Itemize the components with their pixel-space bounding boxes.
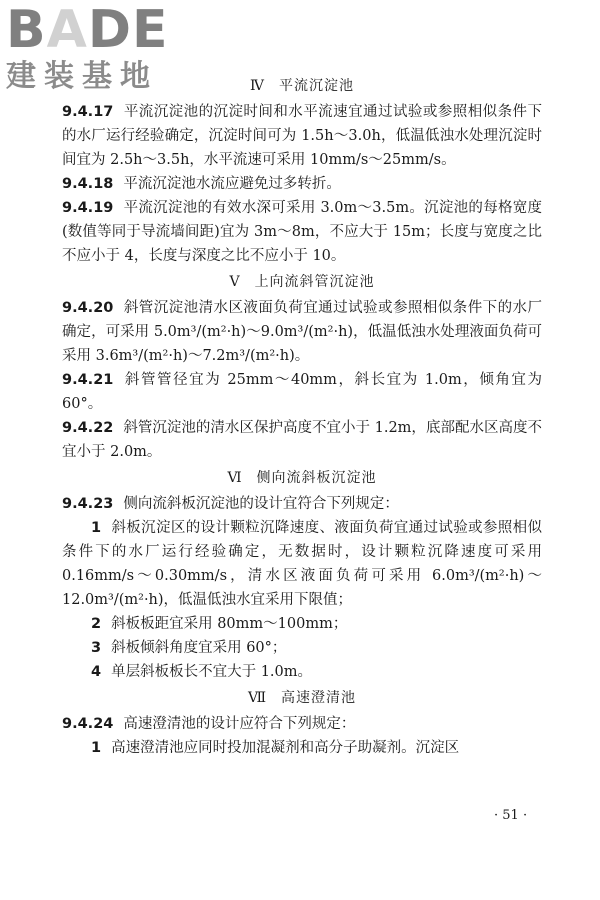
logo-wordmark: BADE: [6, 0, 169, 60]
clause-9-4-21: 9.4.21 斜管管径宜为 25mm～40mm，斜长宜为 1.0m，倾角宜为 60°。: [62, 372, 542, 412]
list-item: 2 斜板板距宜采用 80mm～100mm；: [91, 616, 348, 632]
clause-9-4-18: 9.4.18 平流沉淀池水流应避免过多转折。: [62, 176, 341, 192]
list-item: 1 斜板沉淀区的设计颗粒沉降速度、液面负荷宜通过试验或参照相似条件下的水厂运行经验确定，无数据时，设计颗粒沉降速度可采用 0.16mm/s～0.30mm/s，清水区液面负荷可采用 6.0m³/(m²·h)～12.0m³/(m²·h)，低温低浊水宜采用下限值；: [62, 520, 542, 608]
list-item: 3 斜板倾斜角度宜采用 60°；: [91, 640, 287, 656]
clause-9-4-22: 9.4.22 斜管沉淀池的清水区保护高度不宜小于 1.2m，底部配水区高度不宜小于 2.0m。: [62, 420, 542, 460]
clause-9-4-19: 9.4.19 平流沉淀池的有效水深可采用 3.0m～3.5m。沉淀池的每格宽度(数值等同于导流墙间距)宜为 3m～8m，不应大于 15m；长度与宽度之比不应小于 4，长度与深度之比不应小于 10。: [62, 200, 542, 264]
list-item: 1 高速澄清池应同时投加混凝剂和高分子助凝剂。沉淀区: [91, 740, 460, 756]
section-heading-4: Ⅳ 平流沉淀池: [250, 78, 354, 94]
page-number: · 51 ·: [494, 808, 528, 823]
section-heading-5: Ⅴ 上向流斜管沉淀池: [229, 274, 375, 290]
list-item: 4 单层斜板板长不宜大于 1.0m。: [91, 664, 313, 680]
section-heading-7: Ⅶ 高速澄清池: [247, 690, 357, 706]
section-heading-6: Ⅵ 侧向流斜板沉淀池: [227, 470, 377, 486]
clause-9-4-20: 9.4.20 斜管沉淀池清水区液面负荷宜通过试验或参照相似条件下的水厂确定，可采用 5.0m³/(m²·h)～9.0m³/(m²·h)，低温低浊水处理液面负荷可采用 3.6m³/(m²·h)～7.2m³/(m²·h)。: [62, 300, 542, 364]
document-body: [62, 72, 542, 760]
clause-9-4-23: 9.4.23 侧向流斜板沉淀池的设计宜符合下列规定：: [62, 496, 399, 512]
clause-9-4-24: 9.4.24 高速澄清池的设计应符合下列规定：: [62, 716, 356, 732]
clause-9-4-17: 9.4.17 平流沉淀池的沉淀时间和水平流速宜通过试验或参照相似条件下的水厂运行经验确定，沉淀时间可为 1.5h～3.0h，低温低浊水处理沉淀时间宜为 2.5h～3.5h，水平流速可采用 10mm/s～25mm/s。: [62, 104, 542, 168]
logo-subtitle: 建装基地: [6, 59, 158, 94]
